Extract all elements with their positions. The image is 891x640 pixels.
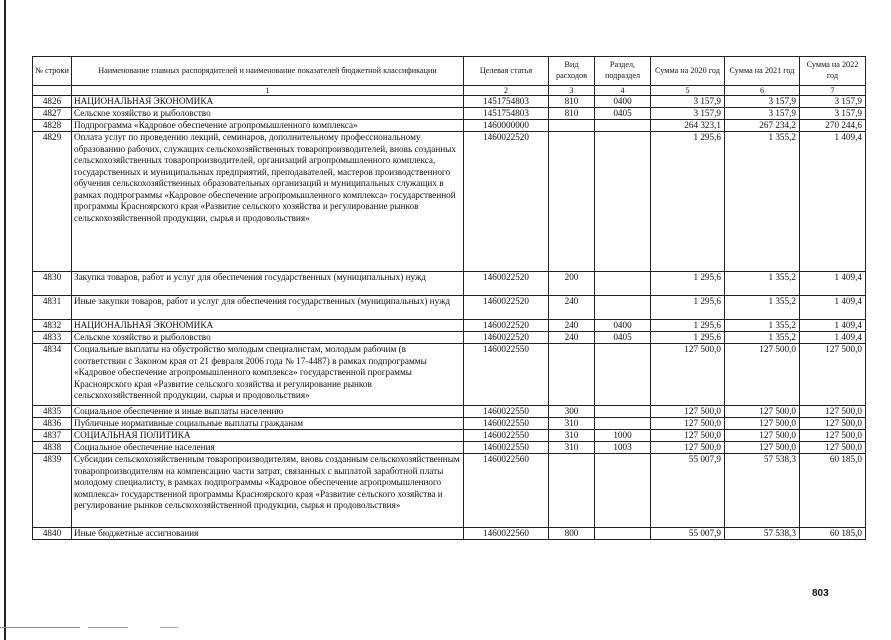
header-name: Наименование главных распорядителей и наименование показателей бюджетной классификации [72, 57, 464, 86]
row-number: 4840 [33, 528, 72, 540]
sum-2020: 127 500,0 [651, 418, 725, 430]
expense-type: 800 [549, 528, 595, 540]
target-article: 1460022550 [464, 344, 549, 406]
table-body [33, 96, 866, 540]
expense-type [549, 344, 595, 406]
header-row-number: № строки [33, 57, 72, 86]
sum-2021: 3 157,9 [725, 108, 800, 120]
sum-2020: 1 295,6 [651, 296, 725, 320]
sum-2021: 1 355,2 [725, 132, 800, 272]
table-row [33, 344, 866, 406]
target-article: 1460022550 [464, 442, 549, 454]
page-number: 803 [812, 588, 829, 599]
header-row [33, 57, 866, 86]
row-name: НАЦИОНАЛЬНАЯ ЭКОНОМИКА [72, 96, 464, 108]
row-name: Иные закупки товаров, работ и услуг для обеспечения государственных (муниципальных) нужд [72, 296, 464, 320]
row-name: Подпрограмма «Кадровое обеспечение агропромышленного комплекса» [72, 120, 464, 132]
row-name: Социальное обеспечение населения [72, 442, 464, 454]
target-article: 1460022520 [464, 272, 549, 296]
target-article: 1460022520 [464, 320, 549, 332]
sum-2020: 3 157,9 [651, 96, 725, 108]
section-code [595, 528, 651, 540]
row-name: Оплата услуг по проведению лекций, семинаров, дополнительному профессиональному образованию рабочих, служащих сельскохозяйственных товаропроизводителей, вновь созданных сельскохозяйственных товаропроизводителей, организаций агропромышленного комплекса, государственных и муниципальных предприятий, преподавателей, мастеров производственного обучения сельскохозяйственных образовательных организаций и муниципальных служащих в рамках подпрограммы «Кадровое обеспечение агропромышленного комплекса» государственной программы Красноярского края «Развитие сельского хозяйства и регулирование рынков сельскохозяйственной продукции, сырья и продовольствия» [72, 132, 464, 272]
row-name: СОЦИАЛЬНАЯ ПОЛИТИКА [72, 430, 464, 442]
sum-2021: 127 500,0 [725, 406, 800, 418]
sum-2022: 3 157,9 [800, 96, 866, 108]
target-article: 1460022520 [464, 132, 549, 272]
expense-type: 310 [549, 430, 595, 442]
sum-2021: 267 234,2 [725, 120, 800, 132]
section-code: 1003 [595, 442, 651, 454]
row-number: 4829 [33, 132, 72, 272]
table-row [33, 120, 866, 132]
target-article: 1460022550 [464, 406, 549, 418]
row-number: 4830 [33, 272, 72, 296]
column-number: 1 [72, 86, 464, 96]
expense-type [549, 454, 595, 528]
sum-2020: 3 157,9 [651, 108, 725, 120]
sum-2020: 127 500,0 [651, 430, 725, 442]
sum-2021: 1 355,2 [725, 332, 800, 344]
sum-2021: 127 500,0 [725, 430, 800, 442]
column-number: 4 [595, 86, 651, 96]
section-code: 0400 [595, 96, 651, 108]
sum-2021: 57 538,3 [725, 528, 800, 540]
expense-type: 810 [549, 96, 595, 108]
row-name: Субсидии сельскохозяйственным товаропроизводителям, вновь созданным сельскохозяйственным товаропроизводителям на компенсацию части затрат, связанных с выплатой заработной платы молодому специалисту, в рамках подпрограммы «Кадровое обеспечение агропромышленного комплекса» государственной программы Красноярского края «Развитие сельского хозяйства и регулирование рынков сельскохозяйственной продукции, сырья и продовольствия» [72, 454, 464, 528]
sum-2022: 1 409,4 [800, 332, 866, 344]
section-code: 0405 [595, 332, 651, 344]
header-sum-2022: Сумма на 2022 год [800, 57, 866, 86]
row-number: 4833 [33, 332, 72, 344]
column-number: 3 [549, 86, 595, 96]
sum-2021: 1 355,2 [725, 296, 800, 320]
sum-2022: 1 409,4 [800, 272, 866, 296]
sum-2021: 57 538,3 [725, 454, 800, 528]
table-row [33, 430, 866, 442]
sum-2022: 127 500,0 [800, 418, 866, 430]
target-article: 1460022550 [464, 418, 549, 430]
scan-artifact-line [160, 627, 178, 628]
scan-margin-line [4, 0, 6, 640]
header-sum-2021: Сумма на 2021 год [725, 57, 800, 86]
row-number: 4839 [33, 454, 72, 528]
expense-type: 310 [549, 442, 595, 454]
sum-2021: 127 500,0 [725, 442, 800, 454]
table-row [33, 442, 866, 454]
sum-2022: 270 244,6 [800, 120, 866, 132]
table-row [33, 528, 866, 540]
sum-2020: 1 295,6 [651, 320, 725, 332]
row-name: Социальное обеспечение и иные выплаты населению [72, 406, 464, 418]
target-article: 1460022560 [464, 528, 549, 540]
sum-2020: 127 500,0 [651, 442, 725, 454]
target-article: 1460022550 [464, 430, 549, 442]
expense-type: 310 [549, 418, 595, 430]
sum-2021: 127 500,0 [725, 418, 800, 430]
section-code [595, 132, 651, 272]
sum-2020: 127 500,0 [651, 406, 725, 418]
table-row [33, 296, 866, 320]
sum-2021: 1 355,2 [725, 272, 800, 296]
sum-2022: 1 409,4 [800, 132, 866, 272]
table-row [33, 132, 866, 272]
section-code: 0400 [595, 320, 651, 332]
section-code [595, 406, 651, 418]
row-number: 4836 [33, 418, 72, 430]
scan-artifact-line [88, 627, 128, 628]
table-row [33, 320, 866, 332]
row-number: 4828 [33, 120, 72, 132]
row-number: 4834 [33, 344, 72, 406]
sum-2022: 127 500,0 [800, 406, 866, 418]
section-code [595, 418, 651, 430]
row-name: Закупка товаров, работ и услуг для обеспечения государственных (муниципальных) нужд [72, 272, 464, 296]
budget-table-container [32, 56, 865, 540]
section-code [595, 296, 651, 320]
table-row [33, 418, 866, 430]
row-name: Социальные выплаты на обустройство молодым специалистам, молодым рабочим (в соответствии с Законом края от 21 февраля 2006 года № 17-4487) в рамках подпрограммы «Кадровое обеспечение агропромышленного комплекса» государственной программы Красноярского края «Развитие сельского хозяйства и регулирование рынков сельскохозяйственной продукции, сырья и продовольствия» [72, 344, 464, 406]
sum-2020: 1 295,6 [651, 132, 725, 272]
table-row [33, 454, 866, 528]
table-row [33, 96, 866, 108]
row-name: НАЦИОНАЛЬНАЯ ЭКОНОМИКА [72, 320, 464, 332]
row-number: 4832 [33, 320, 72, 332]
section-code: 0405 [595, 108, 651, 120]
sum-2022: 1 409,4 [800, 320, 866, 332]
row-number: 4838 [33, 442, 72, 454]
sum-2021: 127 500,0 [725, 344, 800, 406]
sum-2022: 60 185,0 [800, 454, 866, 528]
table-row [33, 406, 866, 418]
row-number: 4827 [33, 108, 72, 120]
sum-2022: 3 157,9 [800, 108, 866, 120]
table-row [33, 332, 866, 344]
target-article: 1460022520 [464, 332, 549, 344]
expense-type: 240 [549, 296, 595, 320]
row-number: 4831 [33, 296, 72, 320]
sum-2022: 60 185,0 [800, 528, 866, 540]
column-number-row [33, 86, 866, 96]
expense-type: 300 [549, 406, 595, 418]
target-article: 1451754803 [464, 96, 549, 108]
section-code [595, 454, 651, 528]
section-code [595, 272, 651, 296]
expense-type: 240 [549, 332, 595, 344]
row-number: 4837 [33, 430, 72, 442]
row-name: Иные бюджетные ассигнования [72, 528, 464, 540]
target-article: 1460022520 [464, 296, 549, 320]
column-number: 6 [725, 86, 800, 96]
row-number: 4835 [33, 406, 72, 418]
section-code: 1000 [595, 430, 651, 442]
table-row [33, 108, 866, 120]
table-row [33, 272, 866, 296]
column-number: 2 [464, 86, 549, 96]
section-code [595, 344, 651, 406]
section-code [595, 120, 651, 132]
column-number [33, 86, 72, 96]
sum-2022: 1 409,4 [800, 296, 866, 320]
row-number: 4826 [33, 96, 72, 108]
header-target-article: Целевая статья [464, 57, 549, 86]
row-name: Сельское хозяйство и рыболовство [72, 332, 464, 344]
sum-2022: 127 500,0 [800, 430, 866, 442]
header-expense-type: Вид расходов [549, 57, 595, 86]
sum-2020: 55 007,9 [651, 454, 725, 528]
header-sum-2020: Сумма на 2020 год [651, 57, 725, 86]
header-section: Раздел, подраздел [595, 57, 651, 86]
column-number: 5 [651, 86, 725, 96]
expense-type: 810 [549, 108, 595, 120]
target-article: 1460000000 [464, 120, 549, 132]
sum-2020: 55 007,9 [651, 528, 725, 540]
row-name: Сельское хозяйство и рыболовство [72, 108, 464, 120]
column-number: 7 [800, 86, 866, 96]
expense-type [549, 120, 595, 132]
budget-table [32, 56, 866, 540]
row-name: Публичные нормативные социальные выплаты гражданам [72, 418, 464, 430]
expense-type: 200 [549, 272, 595, 296]
sum-2022: 127 500,0 [800, 442, 866, 454]
scan-artifact-line [0, 627, 80, 628]
target-article: 1451754803 [464, 108, 549, 120]
expense-type [549, 132, 595, 272]
sum-2021: 1 355,2 [725, 320, 800, 332]
sum-2020: 127 500,0 [651, 344, 725, 406]
sum-2020: 1 295,6 [651, 272, 725, 296]
sum-2020: 1 295,6 [651, 332, 725, 344]
target-article: 1460022560 [464, 454, 549, 528]
sum-2020: 264 323,1 [651, 120, 725, 132]
sum-2022: 127 500,0 [800, 344, 866, 406]
expense-type: 240 [549, 320, 595, 332]
sum-2021: 3 157,9 [725, 96, 800, 108]
